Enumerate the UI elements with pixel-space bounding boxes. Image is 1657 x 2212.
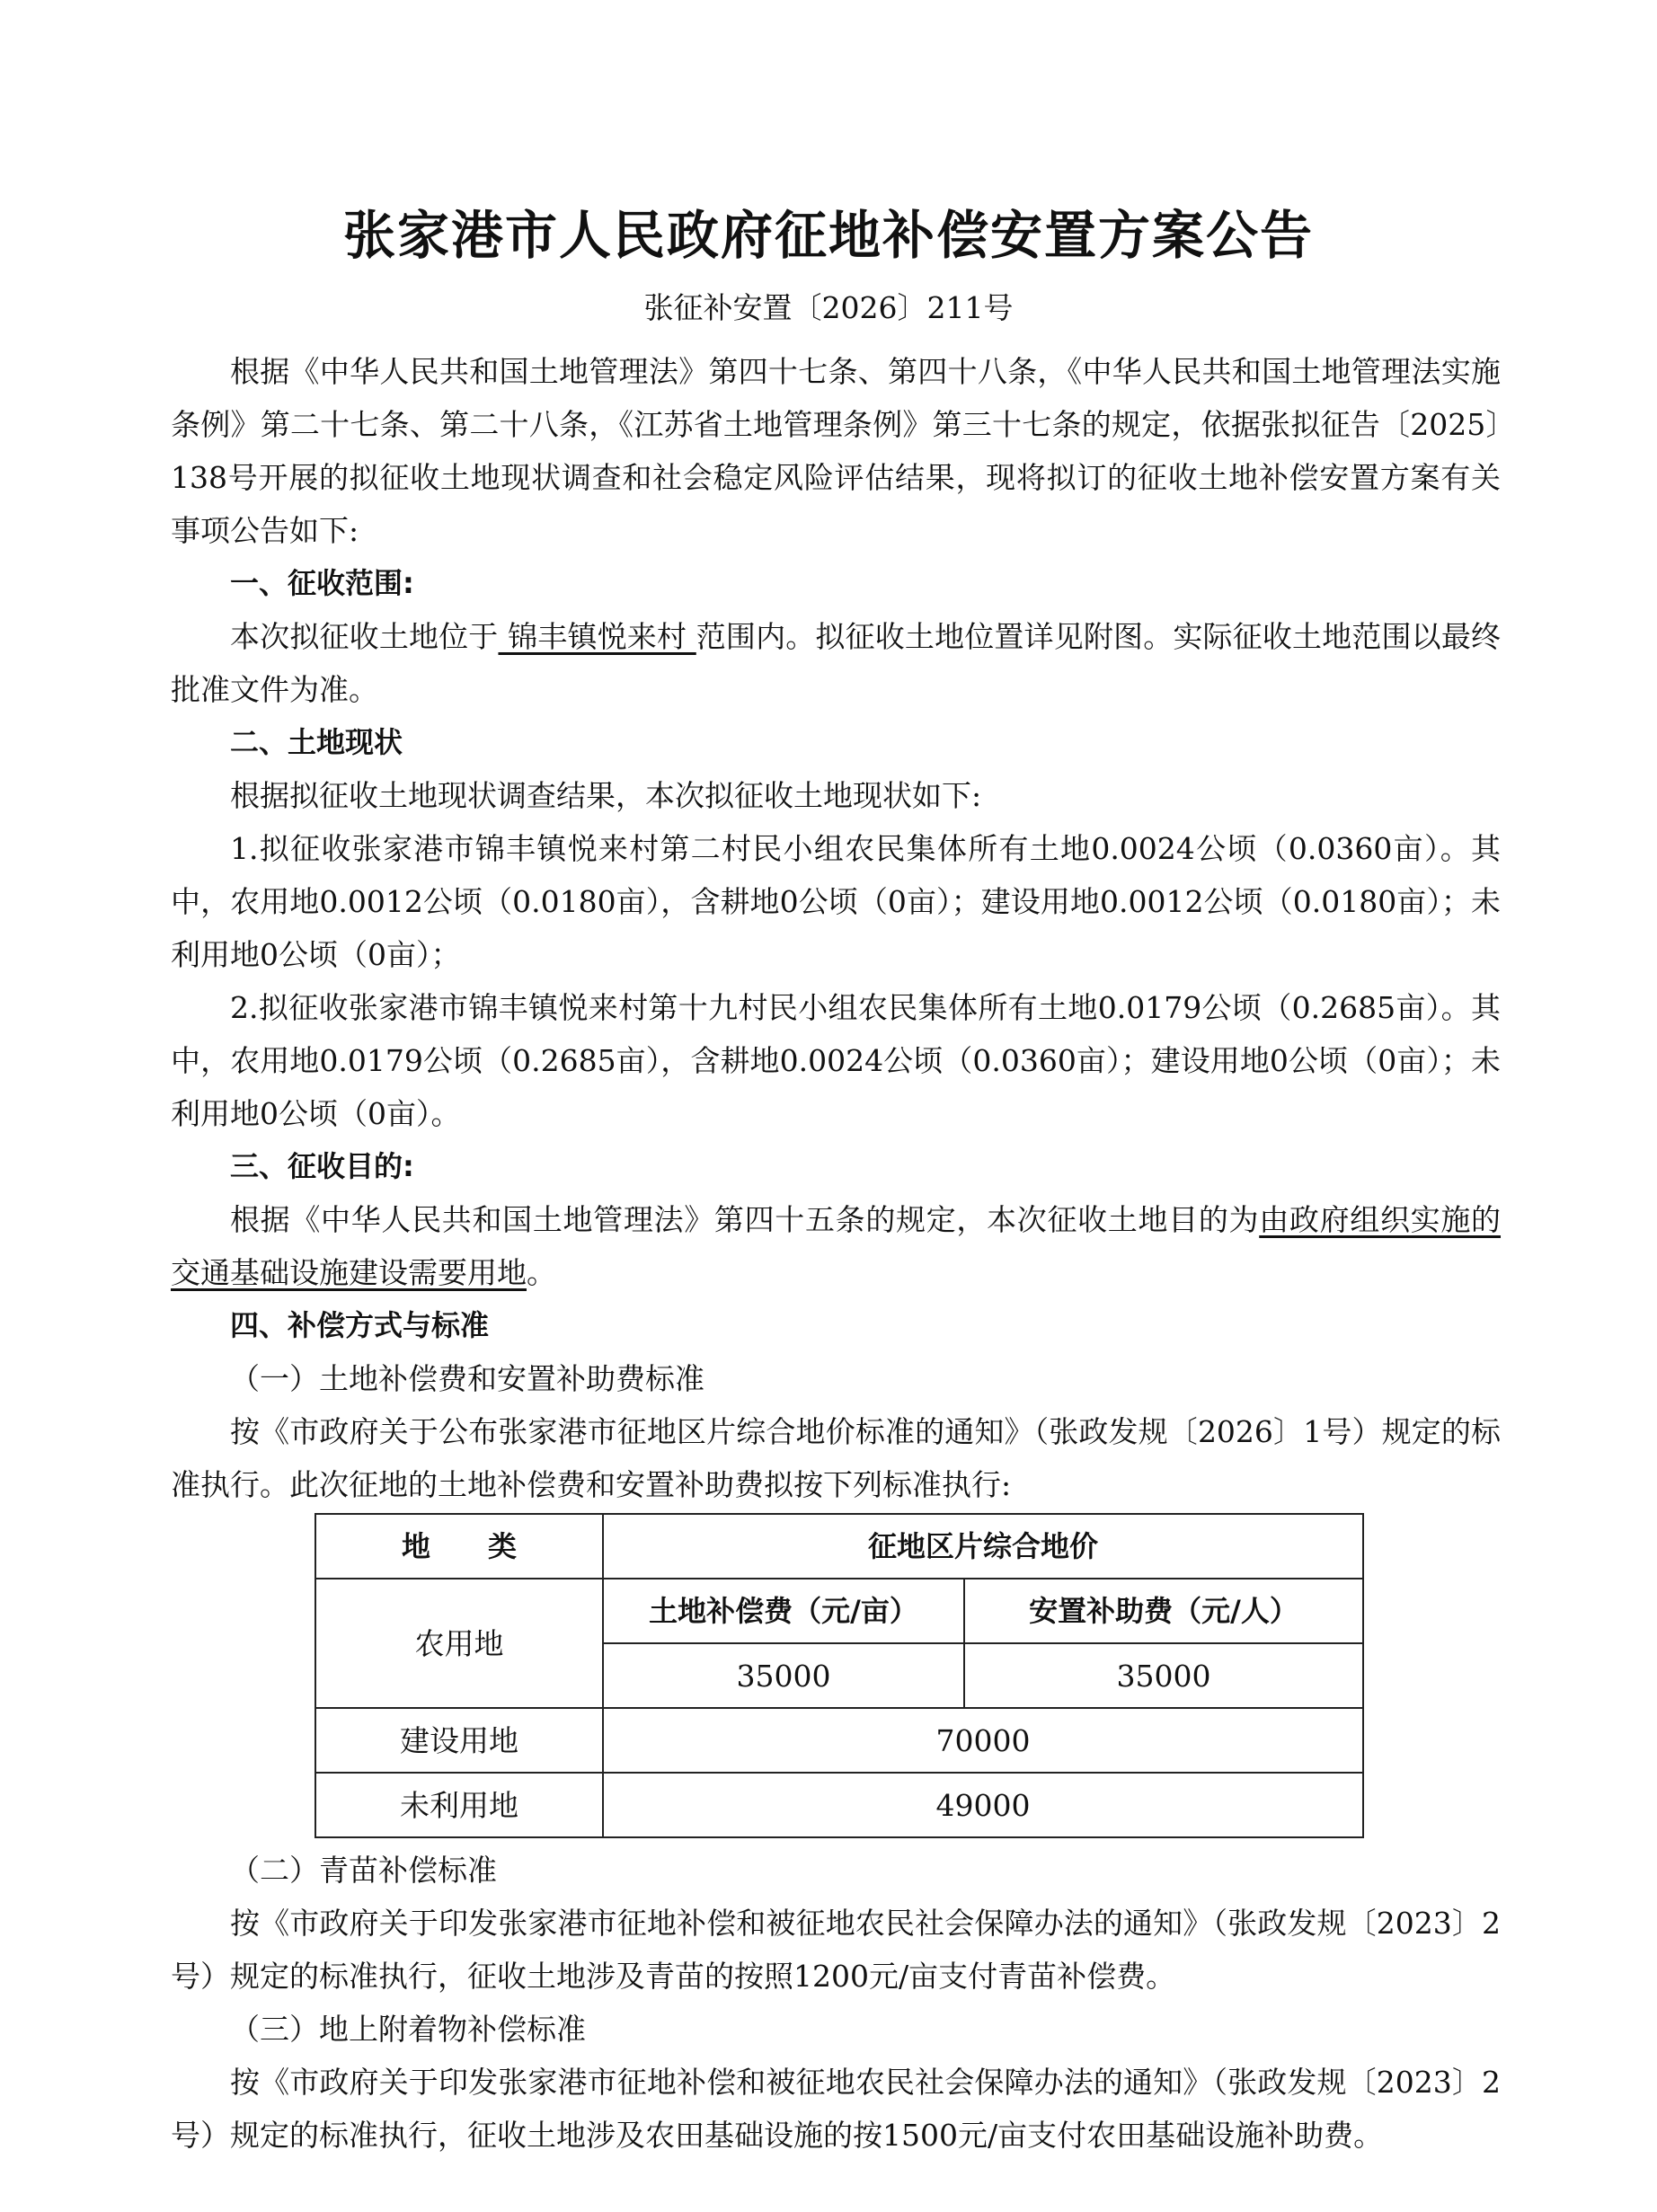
- section3-text-before: 根据《中华人民共和国土地管理法》第四十五条的规定，本次征收土地目的为: [230, 1202, 1260, 1237]
- section2-item2: 2.拟征收张家港市锦丰镇悦来村第十九村民小组农民集体所有土地0.0179公顷（0.2685亩）。其中，农用地0.0179公顷（0.2685亩），含耕地0.0024公顷（0.0360亩）；建设用地0公顷（0亩）；未利用地0公顷（0亩）。: [171, 990, 1501, 1131]
- section1-location: 锦丰镇悦来村: [498, 619, 696, 654]
- section4-heading: 四、补偿方式与标准: [230, 1308, 490, 1342]
- section4-sub2-text: 按《市政府关于印发张家港市征地补偿和被征地农民社会保障办法的通知》（张政发规〔2023〕2号）规定的标准执行，征收土地涉及青苗的按照1200元/亩支付青苗补偿费。: [171, 1906, 1501, 1994]
- section2-heading: 二、土地现状: [230, 725, 403, 759]
- cell-construction-value: 70000: [603, 1708, 1363, 1773]
- table-row: [315, 1514, 1363, 1579]
- row-label-unused: 未利用地: [315, 1773, 603, 1837]
- table-row: [315, 1708, 1363, 1773]
- header-land-comp: 土地补偿费（元/亩）: [603, 1579, 964, 1643]
- section4-sub3-heading: （三）地上附着物补偿标准: [230, 2012, 586, 2047]
- document-body: [171, 345, 1501, 2162]
- table-row: [315, 1579, 1363, 1643]
- cell-agri-resettle: 35000: [964, 1643, 1363, 1708]
- row-label-construction: 建设用地: [315, 1708, 603, 1773]
- document-number: 张征补安置〔2026〕211号: [643, 290, 1014, 325]
- section3-paragraph: [171, 1193, 1501, 1299]
- section1-text-before: 本次拟征收土地位于: [230, 619, 499, 654]
- section1-text-after: 范围内。拟征收土地位置详见附图。实际征收土地范围以最终批准文件为准。: [171, 619, 1502, 707]
- section2-intro: 根据拟征收土地现状调查结果，本次拟征收土地现状如下:: [230, 778, 982, 813]
- section3-heading: 三、征收目的:: [230, 1149, 414, 1183]
- section3-text-after: 。: [527, 1255, 556, 1290]
- row-label-agri: 农用地: [315, 1579, 603, 1708]
- section4-sub2-heading: （二）青苗补偿标准: [230, 1853, 497, 1888]
- section2-item1: 1.拟征收张家港市锦丰镇悦来村第二村民小组农民集体所有土地0.0024公顷（0.0360亩）。其中，农用地0.0012公顷（0.0180亩），含耕地0公顷（0亩）；建设用地0.0012公顷（0.0180亩）；未利用地0公顷（0亩）；: [171, 831, 1501, 972]
- cell-agri-land-comp: 35000: [603, 1643, 964, 1708]
- section1-paragraph: [171, 610, 1501, 716]
- header-price: 征地区片综合地价: [603, 1514, 1363, 1579]
- header-resettle: 安置补助费（元/人）: [964, 1579, 1363, 1643]
- section4-sub3-text: 按《市政府关于印发张家港市征地补偿和被征地农民社会保障办法的通知》（张政发规〔2023〕2号）规定的标准执行，征收土地涉及农田基础设施的按1500元/亩支付农田基础设施补助费。: [171, 2065, 1501, 2153]
- section4-sub1-text: 按《市政府关于公布张家港市征地区片综合地价标准的通知》（张政发规〔2026〕1号）规定的标准执行。此次征地的土地补偿费和安置补助费拟按下列标准执行:: [171, 1414, 1501, 1502]
- header-land-type: 地 类: [315, 1514, 603, 1579]
- cell-unused-value: 49000: [603, 1773, 1363, 1837]
- table-row: [315, 1773, 1363, 1837]
- compensation-table: [315, 1513, 1364, 1838]
- intro-paragraph: 根据《中华人民共和国土地管理法》第四十七条、第四十八条，《中华人民共和国土地管理法实施条例》第二十七条、第二十八条，《江苏省土地管理条例》第三十七条的规定，依据张拟征告〔2025〕138号开展的拟征收土地现状调查和社会稳定风险评估结果，现将拟订的征收土地补偿安置方案有关事项公告如下:: [171, 354, 1501, 548]
- section4-sub1-heading: （一）土地补偿费和安置补助费标准: [230, 1361, 704, 1396]
- section1-heading: 一、征收范围:: [230, 566, 414, 600]
- page-title: 张家港市人民政府征地补偿安置方案公告: [342, 205, 1314, 266]
- section3-purpose: 由政府组织实施的交通基础设施建设需要用地: [171, 1202, 1502, 1290]
